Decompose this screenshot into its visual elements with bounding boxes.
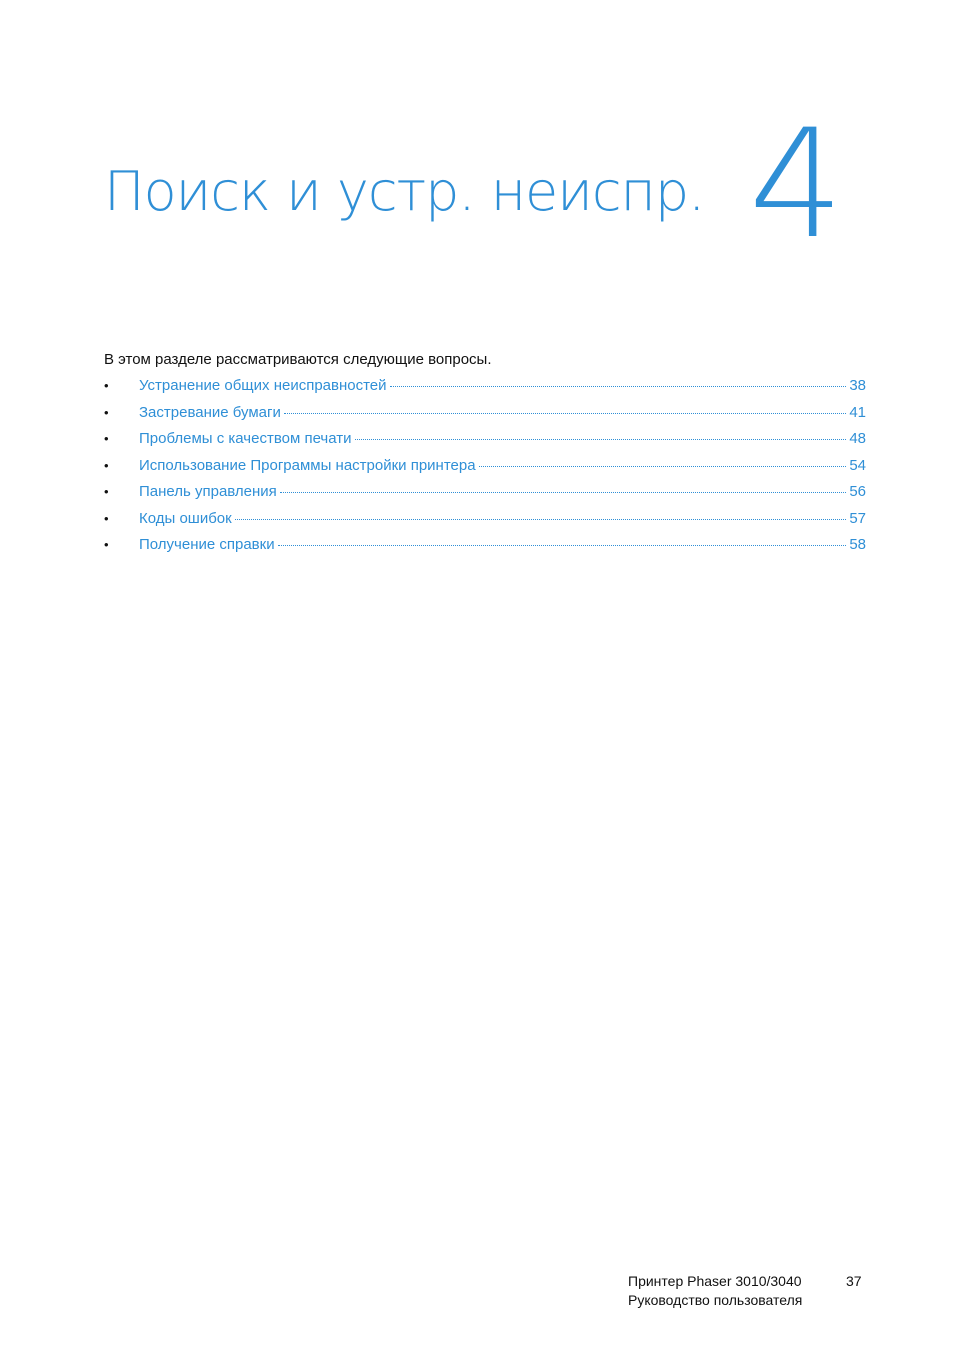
- toc-page-number[interactable]: 41: [849, 403, 866, 421]
- toc-item-paper-jams[interactable]: [104, 401, 866, 428]
- bullet-icon: •: [104, 431, 109, 446]
- toc-link[interactable]: Использование Программы настройки принтера: [139, 456, 476, 474]
- footer-guide: Руководство пользователя: [628, 1292, 803, 1308]
- dot-leader: [284, 412, 846, 414]
- bullet-icon: •: [104, 510, 109, 526]
- toc-page-number[interactable]: 58: [849, 536, 866, 553]
- dot-leader: [235, 518, 847, 520]
- dot-leader: [355, 438, 847, 440]
- toc-page-number[interactable]: 48: [849, 430, 866, 447]
- footer: [628, 1272, 802, 1310]
- toc-item-getting-help[interactable]: [104, 533, 866, 560]
- toc-item-printer-setup-utility[interactable]: [104, 454, 866, 481]
- toc-link[interactable]: Устранение общих неисправностей: [139, 377, 387, 394]
- dot-leader: [278, 544, 847, 546]
- chapter-title: Поиск и устр. неиспр.: [104, 160, 705, 223]
- chapter-number: 4: [748, 98, 844, 272]
- toc-item-print-quality[interactable]: [104, 427, 866, 454]
- toc-item-error-codes[interactable]: [104, 507, 866, 534]
- toc-link[interactable]: Застревание бумаги: [139, 403, 281, 421]
- bullet-icon: •: [104, 404, 109, 420]
- toc-item-troubleshooting[interactable]: [104, 374, 866, 401]
- dot-leader: [479, 465, 847, 467]
- footer-product: Принтер Phaser 3010/3040: [628, 1273, 802, 1289]
- dot-leader: [390, 385, 847, 387]
- dot-leader: [280, 491, 847, 493]
- toc-link[interactable]: Коды ошибок: [139, 509, 232, 527]
- toc-link[interactable]: Получение справки: [139, 536, 275, 553]
- intro-text: В этом разделе рассматриваются следующие вопросы.: [104, 351, 492, 368]
- toc-page-number[interactable]: 38: [849, 377, 866, 394]
- table-of-contents: [104, 374, 866, 560]
- toc-link[interactable]: Проблемы с качеством печати: [139, 430, 352, 447]
- bullet-icon: •: [104, 378, 109, 393]
- toc-page-number[interactable]: 54: [849, 456, 866, 474]
- toc-item-control-panel[interactable]: [104, 480, 866, 507]
- toc-page-number[interactable]: 56: [849, 483, 866, 500]
- toc-link[interactable]: Панель управления: [139, 483, 277, 500]
- footer-page-number: 37: [846, 1273, 862, 1289]
- bullet-icon: •: [104, 537, 109, 552]
- bullet-icon: •: [104, 484, 109, 499]
- toc-page-number[interactable]: 57: [849, 509, 866, 527]
- bullet-icon: •: [104, 457, 109, 473]
